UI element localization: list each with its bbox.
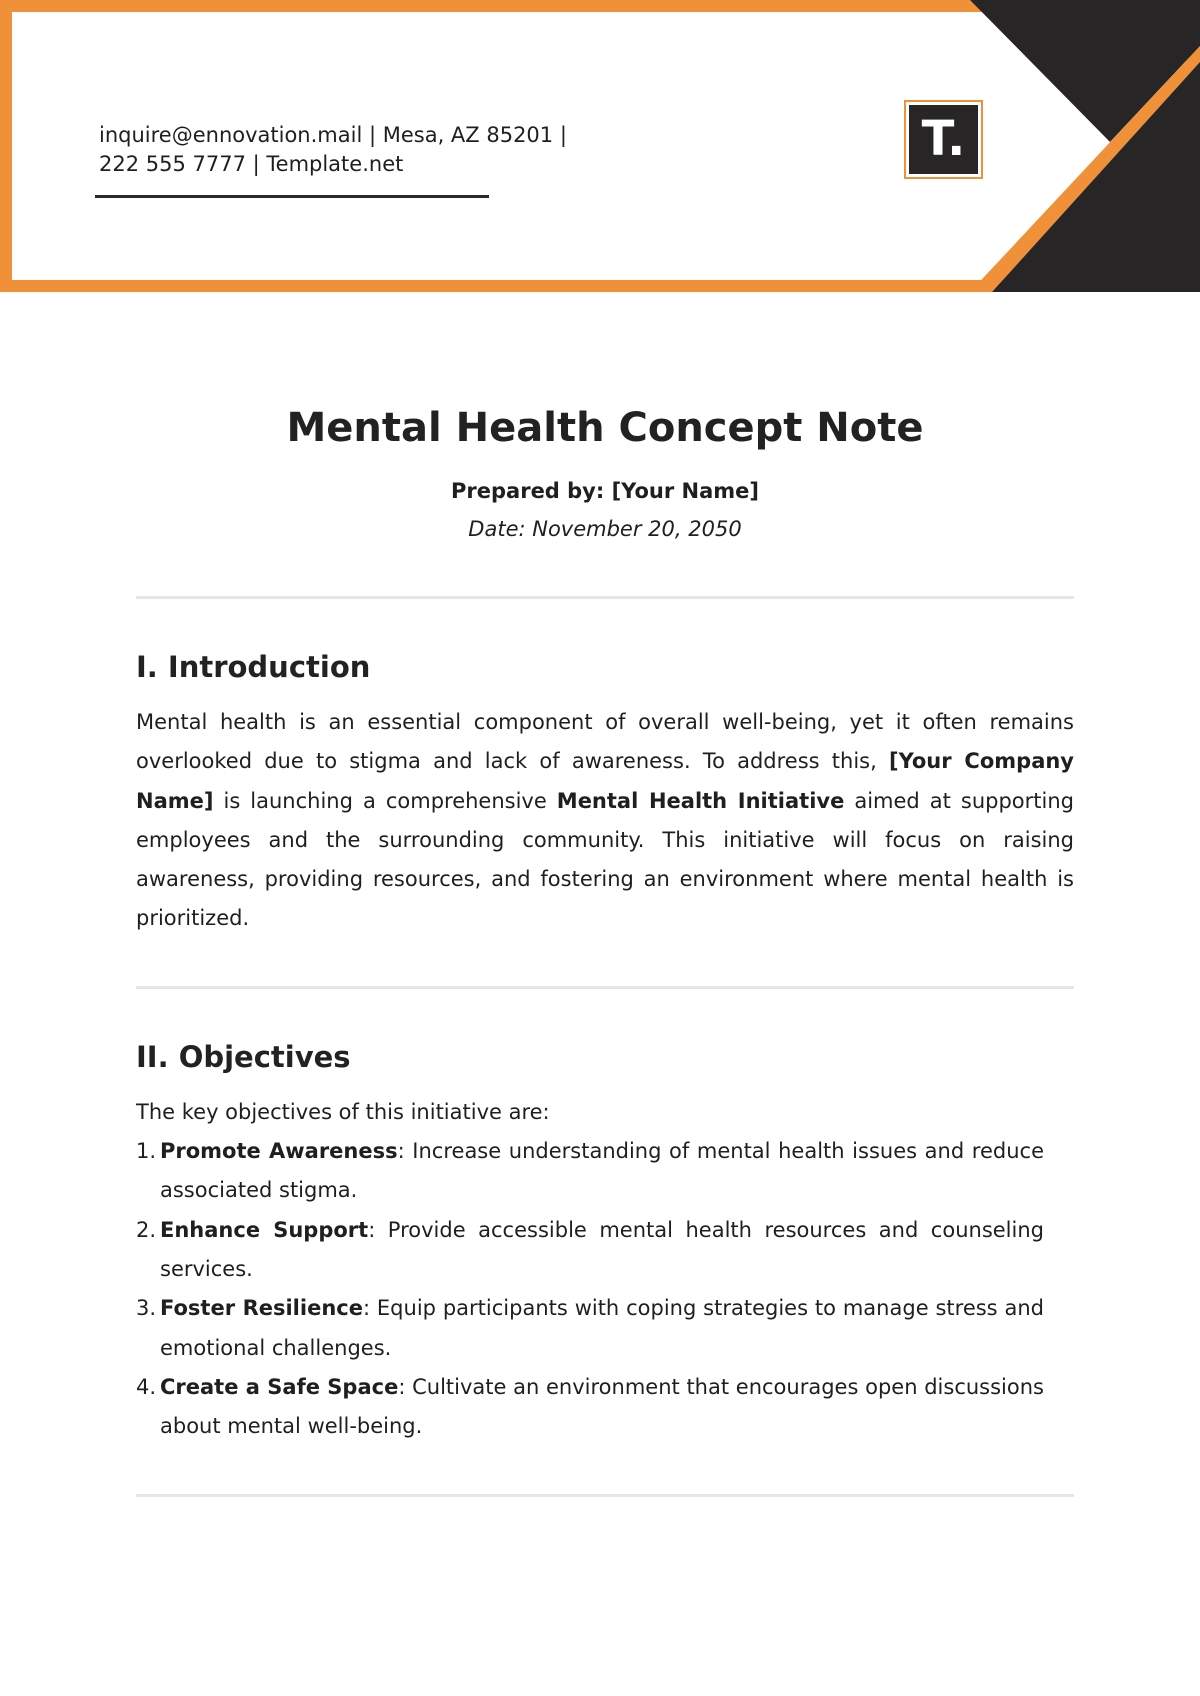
- introduction-heading: I. Introduction: [136, 650, 371, 684]
- contact-info: [99, 121, 619, 179]
- objective-text: : Provide accessible mental health resources and counseling services.: [160, 1217, 1044, 1281]
- list-item: [136, 1368, 1044, 1447]
- intro-initiative-name: Mental Health Initiative: [556, 788, 845, 813]
- list-item: [136, 1132, 1044, 1211]
- document-date: Date: November 20, 2050: [468, 517, 742, 541]
- list-number: 1.: [136, 1139, 157, 1164]
- letterhead: [0, 0, 1200, 292]
- company-logo: [904, 100, 983, 179]
- page-title: Mental Health Concept Note: [286, 405, 924, 451]
- objective-title: Create a Safe Space: [160, 1374, 399, 1399]
- contact-line-1: inquire@ennovation.mail | Mesa, AZ 85201 |: [99, 123, 567, 147]
- intro-text-2: is launching a comprehensive: [213, 788, 557, 813]
- intro-text-1: Mental health is an essential component of overall well-being, yet it often remains overlooked due to stigma and lack of awareness. To address this,: [136, 710, 1074, 774]
- objective-text: : Equip participants with coping strategies to manage stress and emotional challenges.: [160, 1296, 1045, 1360]
- list-number: 2.: [136, 1217, 157, 1242]
- list-number: 3.: [136, 1296, 157, 1321]
- objectives-list: [136, 1132, 1044, 1446]
- intro-text-3: aimed at supporting employees and the surrounding community. This initiative will focus on raising awareness, providing resources, and fostering an environment where mental health is prioritized.: [136, 788, 1074, 931]
- list-item: [136, 1211, 1044, 1290]
- section-divider: [136, 1494, 1074, 1497]
- contact-underline: [95, 195, 489, 198]
- introduction-paragraph: [136, 703, 1074, 939]
- list-number: 4.: [136, 1374, 157, 1399]
- section-divider: [136, 986, 1074, 989]
- objective-title: Foster Resilience: [160, 1296, 363, 1321]
- objectives-heading: II. Objectives: [136, 1039, 351, 1074]
- objective-text: : Increase understanding of mental health issues and reduce associated stigma.: [160, 1139, 1044, 1203]
- objective-title: Promote Awareness: [160, 1139, 398, 1164]
- objectives-intro: The key objectives of this initiative are:: [136, 1099, 550, 1124]
- intro-company-name: [Your Company Name]: [136, 749, 1074, 813]
- document-body: [136, 400, 1074, 1497]
- prepared-by: Prepared by: [Your Name]: [451, 479, 759, 503]
- logo-mark: T.: [909, 105, 978, 174]
- contact-line-2: 222 555 7777 | Template.net: [99, 152, 404, 176]
- section-divider: [136, 596, 1074, 599]
- list-item: [136, 1289, 1044, 1368]
- objective-title: Enhance Support: [160, 1217, 369, 1242]
- objective-text: : Cultivate an environment that encourages open discussions about mental well-being.: [160, 1374, 1044, 1439]
